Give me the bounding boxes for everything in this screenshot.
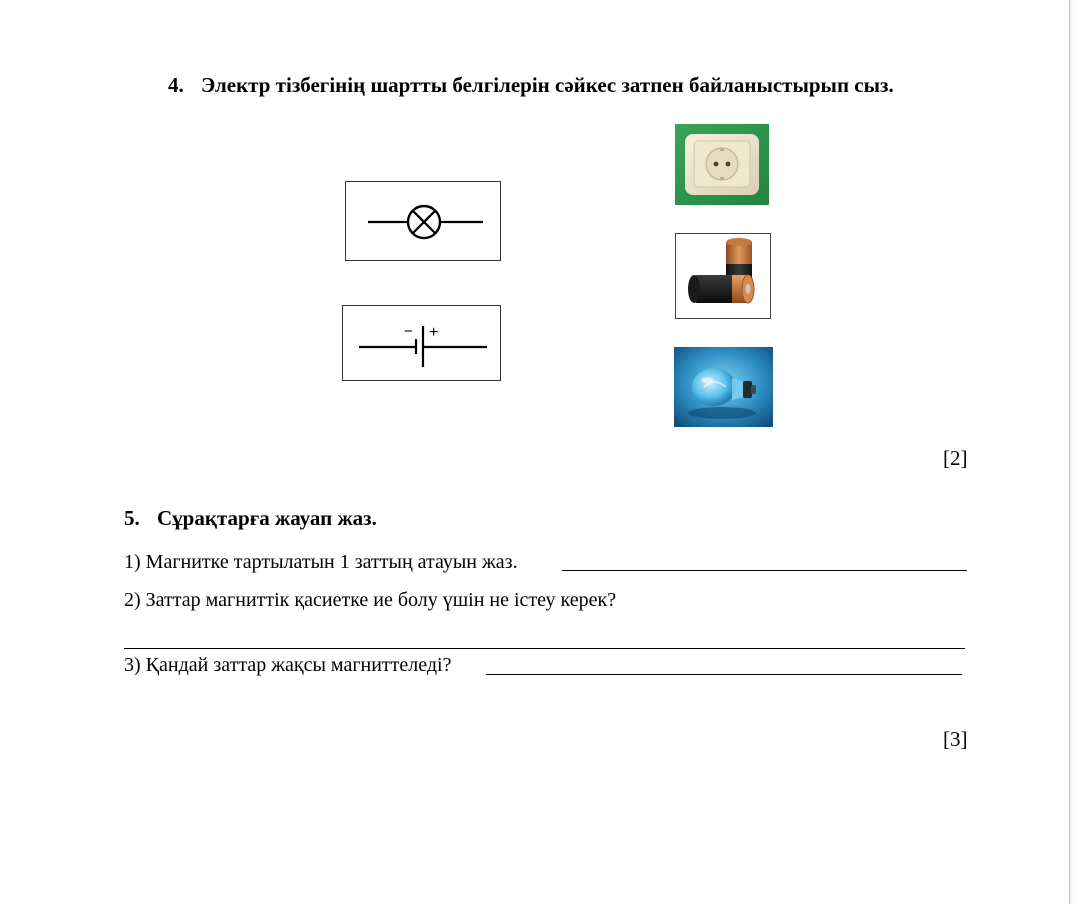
question-4-score: [2]	[943, 446, 968, 470]
question-5-item-3: 3) Қандай заттар жақсы магниттеледі?	[124, 654, 452, 676]
plus-sign: +	[429, 324, 439, 341]
question-4-text: Электр тізбегінің шартты белгілерін сәйкес затпен байланыстырып сыз.	[201, 73, 894, 97]
answer-line-2[interactable]	[124, 648, 965, 649]
socket-photo	[675, 124, 769, 205]
page-edge-shadow	[1069, 0, 1079, 904]
lamp-symbol-icon	[346, 182, 500, 260]
minus-sign: −	[404, 323, 413, 340]
answer-line-3[interactable]	[486, 674, 962, 675]
lamp-circuit-symbol	[345, 181, 501, 261]
question-5-text: Сұрақтарға жауап жаз.	[157, 506, 377, 530]
socket-icon	[675, 124, 769, 205]
answer-line-1[interactable]	[562, 570, 967, 571]
question-4-number: 4.	[168, 73, 184, 97]
batteries-photo	[675, 233, 771, 319]
battery-symbol-icon	[343, 306, 500, 380]
light-bulb-photo	[674, 347, 773, 427]
battery-circuit-symbol	[342, 305, 501, 381]
question-5-item-1: 1) Магнитке тартылатын 1 заттың атауын жаз.	[124, 551, 518, 573]
light-bulb-icon	[674, 347, 773, 427]
question-5-heading	[124, 506, 377, 530]
question-5-score: [3]	[943, 727, 968, 751]
batteries-icon	[676, 234, 770, 318]
question-4-heading	[168, 73, 894, 97]
question-5-number: 5.	[124, 506, 140, 530]
question-5-item-2: 2) Заттар магниттік қасиетке ие болу үшін не істеу керек?	[124, 589, 617, 611]
